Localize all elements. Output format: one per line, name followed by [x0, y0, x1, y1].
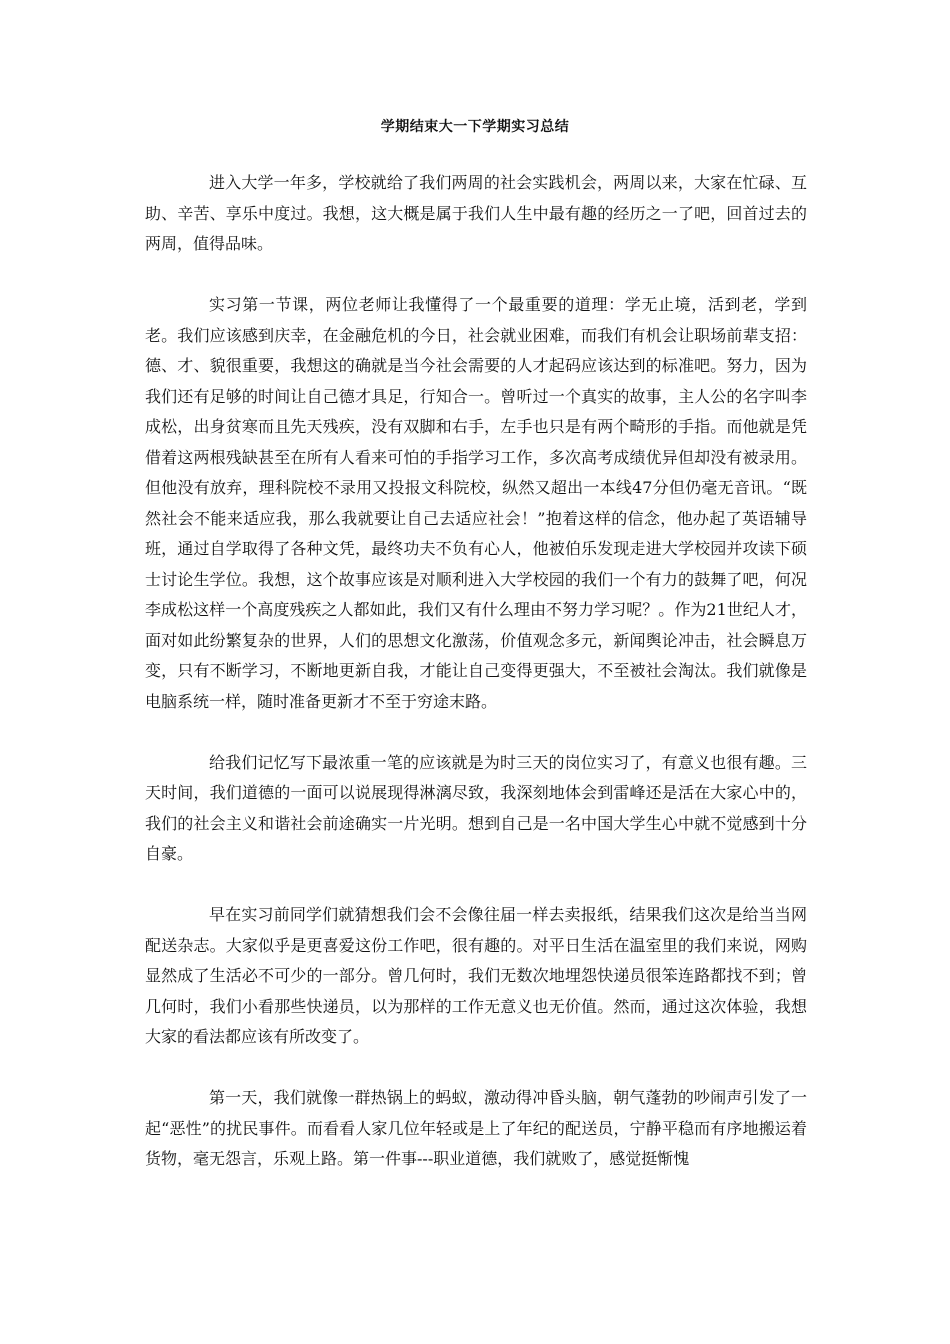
document-title: 学期结束大一下学期实习总结	[380, 119, 570, 135]
paragraph-intro: 进入大学一年多，学校就给了我们两周的社会实践机会，两周以来，大家在忙碌、互助、辛苦、享乐中度过。我想，这大概是属于我们人生中最有趣的经历之一了吧，回首过去的两周，值得品味。	[145, 173, 807, 253]
document-body	[145, 168, 807, 1205]
paragraph-first-lesson: 实习第一节课，两位老师让我懂得了一个最重要的道理：学无止境，活到老，学到老。我们应该感到庆幸，在金融危机的今日，社会就业困难，而我们有机会让职场前辈支招：德、才、貌很重要，我想这的确就是当今社会需要的人才起码应该达到的标准吧。努力，因为我们还有足够的时间让自己德才具足，行知合一。曾听过一个真实的故事，主人公的名字叫李成松，出身贫寒而且先天残疾，没有双脚和右手，左手也只是有两个畸形的手指。而他就是凭借着这两根残缺甚至在所有人看来可怕的手指学习工作，多次高考成绩优异但却没有被录用。但他没有放弃，理科院校不录用又投报文科院校，纵然又超出一本线47分但仍毫无音讯。“既然社会不能来适应我，那么我就要让自己去适应社会！”抱着这样的信念，他办起了英语辅导班，通过自学取得了各种文凭，最终功夫不负有心人，他被伯乐发现走进大学校园并攻读下硕士讨论生学位。我想，这个故事应该是对顺利进入大学校园的我们一个有力的鼓舞了吧，何况李成松这样一个高度残疾之人都如此，我们又有什么理由不努力学习呢？。作为21世纪人才，面对如此纷繁复杂的世界，人们的思想文化激荡，价值观念多元，新闻舆论冲击，社会瞬息万变，只有不断学习，不断地更新自我，才能让自己变得更强大，不至被社会淘汰。我们就像是电脑系统一样，随时准备更新才不至于穷途末路。	[145, 295, 807, 711]
paragraph-delivery-work: 早在实习前同学们就猜想我们会不会像往届一样去卖报纸，结果我们这次是给当当网配送杂志。大家似乎是更喜爱这份工作吧，很有趣的。对平日生活在温室里的我们来说，网购显然成了生活必不可少的一部分。曾几何时，我们无数次地埋怨快递员很笨连路都找不到；曾几何时，我们小看那些快递员，以为那样的工作无意义也无价值。然而，通过这次体验，我想大家的看法都应该有所改变了。	[145, 905, 807, 1046]
paragraph-first-day: 第一天，我们就像一群热锅上的蚂蚁，激动得冲昏头脑，朝气蓬勃的吵闹声引发了一起“恶性”的扰民事件。而看看人家几位年轻或是上了年纪的配送员，宁静平稳而有序地搬运着货物，毫无怨言，乐观上路。第一件事---职业道德，我们就败了，感觉挺惭愧	[145, 1088, 807, 1168]
paragraph-internship-memory: 给我们记忆写下最浓重一笔的应该就是为时三天的岗位实习了，有意义也很有趣。三天时间，我们道德的一面可以说展现得淋漓尽致，我深刻地体会到雷峰还是活在大家心中的，我们的社会主义和谐社会前途确实一片光明。想到自己是一名中国大学生心中就不觉感到十分自豪。	[145, 752, 807, 863]
